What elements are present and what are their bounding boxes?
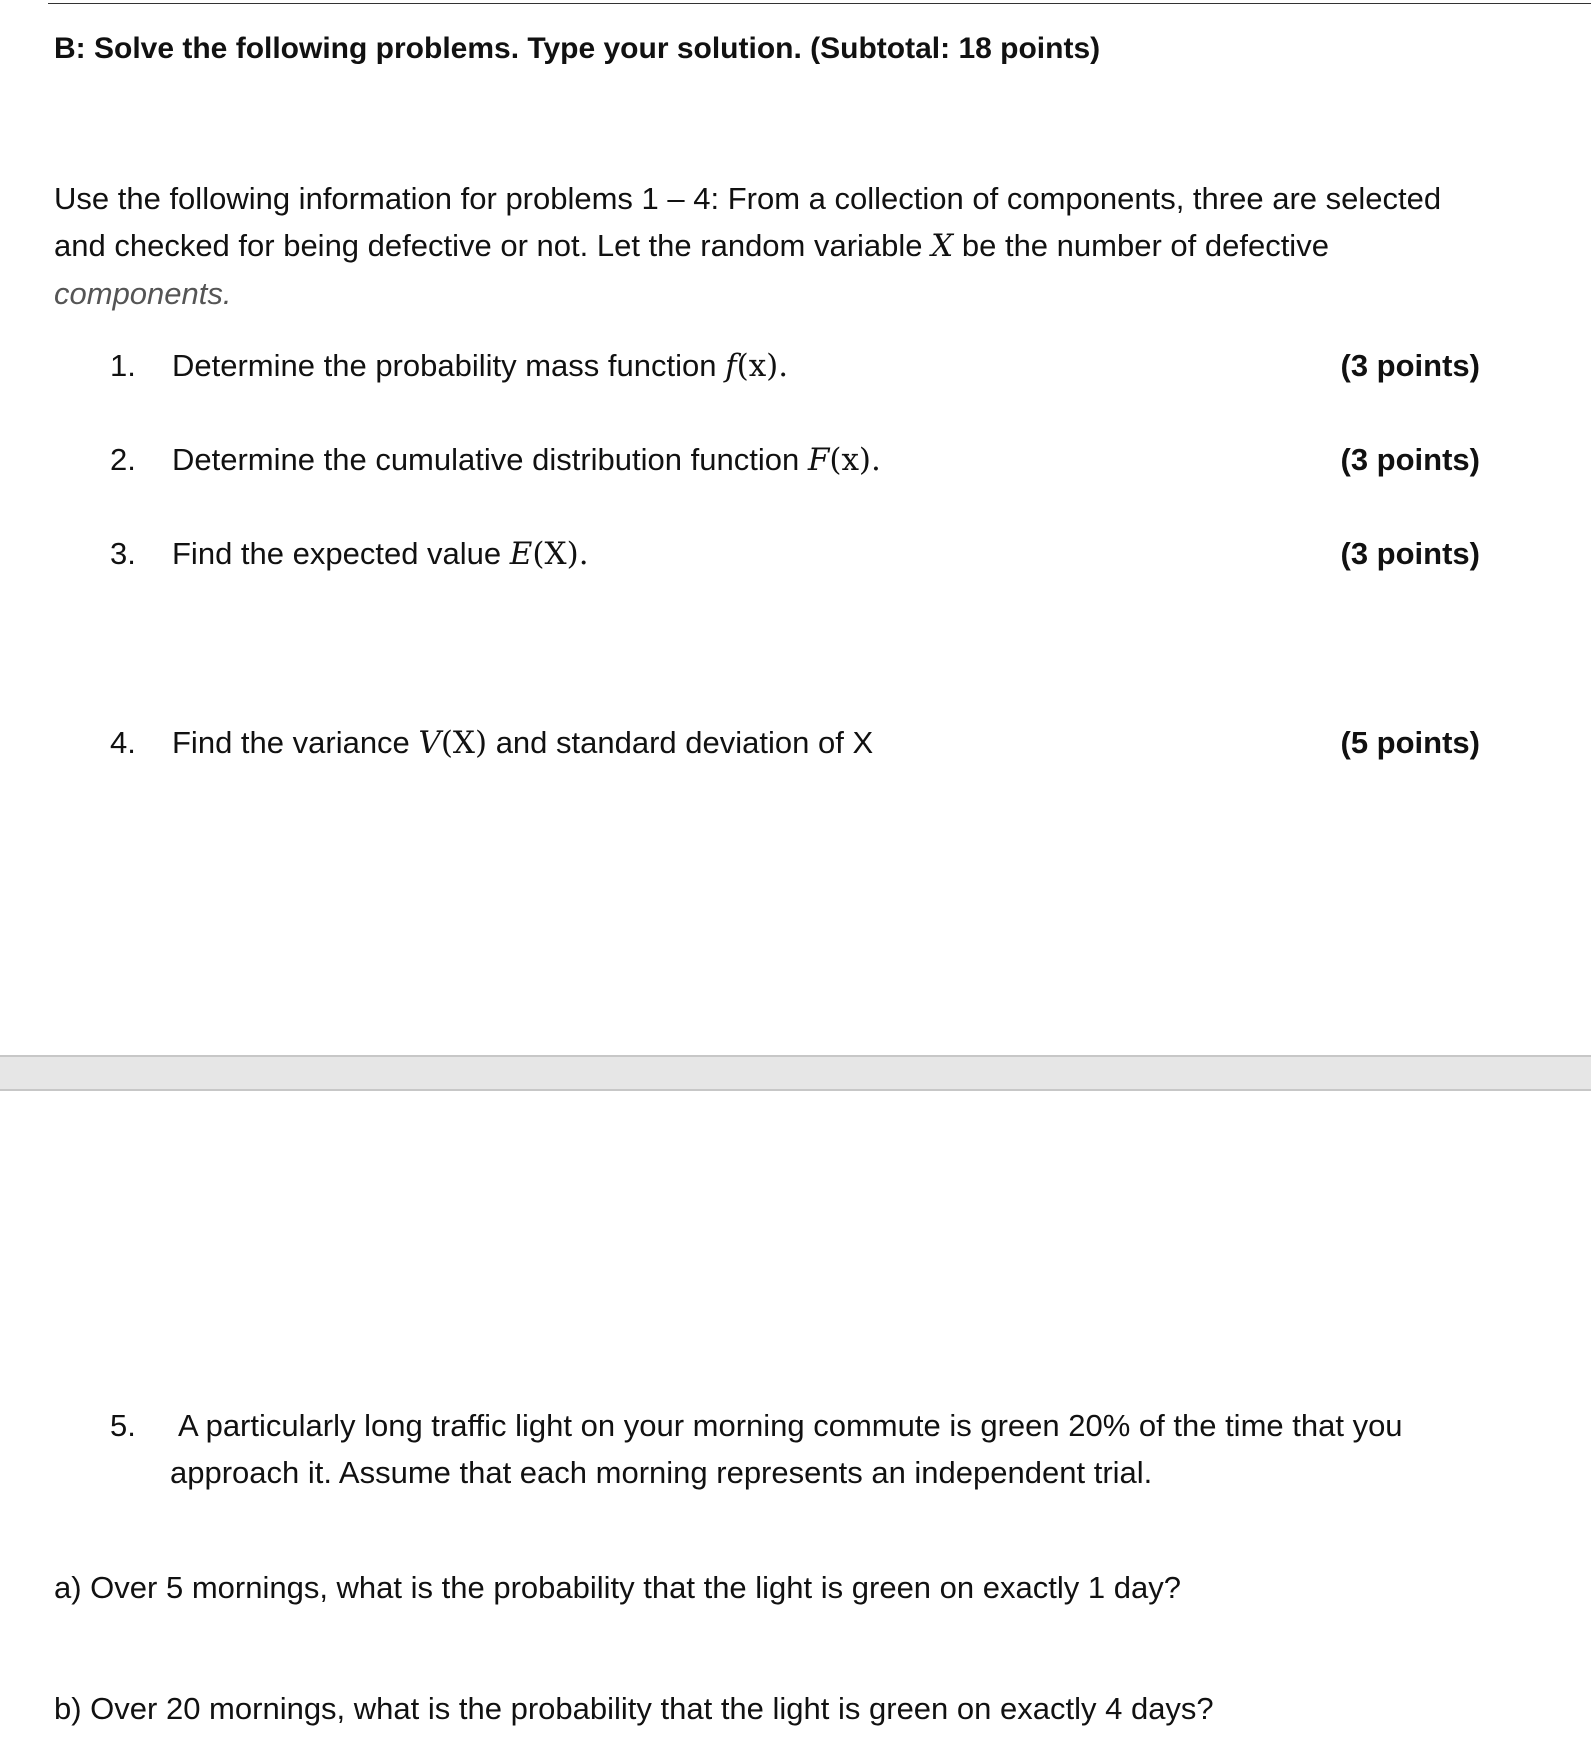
intro-line-3: components. — [54, 276, 232, 311]
problem-3-text-suffix: . — [578, 536, 589, 572]
problem-4-number: 4. — [110, 725, 136, 760]
problem-4-math-func: V — [418, 725, 441, 761]
problem-5-number: 5. — [110, 1408, 136, 1443]
problem-5-line-2: approach it. Assume that each morning represents an independent trial. — [170, 1455, 1153, 1490]
intro-line-2 — [54, 222, 1554, 270]
problem-2-math-func: F — [807, 442, 830, 478]
problem-2-math-arg: (x) — [829, 442, 872, 478]
problem-1-points: (3 points) — [1340, 348, 1480, 383]
problem-1-math-arg: (x) — [736, 348, 779, 384]
problem-4-text-prefix: Find the variance — [172, 725, 419, 760]
problem-3-number: 3. — [110, 536, 136, 571]
problem-5 — [110, 1402, 1550, 1496]
section-heading: B: Solve the following problems. Type your solution. (Subtotal: 18 points) — [54, 32, 1101, 65]
problem-2-text — [172, 442, 881, 478]
problem-1-text-suffix: . — [778, 348, 789, 384]
problem-5-text — [170, 1402, 1550, 1496]
problem-2-number: 2. — [110, 442, 136, 477]
problem-3-math-func: E — [509, 536, 533, 572]
problem-3-text — [172, 536, 589, 572]
subquestion-b: b) Over 20 mornings, what is the probability that the light is green on exactly 4 days? — [54, 1691, 1214, 1726]
problem-4-math-arg: (X) — [440, 725, 488, 761]
problem-2-text-prefix: Determine the cumulative distribution function — [172, 442, 808, 477]
problem-1-number: 1. — [110, 348, 136, 383]
problem-4-text — [172, 725, 873, 761]
problem-3-math-arg: (X) — [532, 536, 579, 572]
problem-4-text-suffix: and standard deviation of X — [487, 725, 874, 760]
problem-1-text — [172, 348, 788, 384]
problem-1-text-prefix: Determine the probability mass function — [172, 348, 726, 383]
page-break — [0, 1055, 1591, 1091]
problem-1-math-func: f — [725, 348, 737, 384]
problem-3-text-prefix: Find the expected value — [172, 536, 510, 571]
problem-5-line-1: A particularly long traffic light on your morning commute is green 20% of the time that you — [178, 1408, 1403, 1443]
problem-3-points: (3 points) — [1340, 536, 1480, 571]
intro-paragraph — [54, 175, 1554, 317]
problem-2-text-suffix: . — [871, 442, 881, 478]
intro-line-2-suffix: be the number of defective — [953, 228, 1329, 263]
intro-variable-x: X — [931, 228, 954, 264]
intro-line-1: Use the following information for problems 1 – 4: From a collection of components, three are selected — [54, 181, 1442, 216]
subquestion-a: a) Over 5 mornings, what is the probability that the light is green on exactly 1 day? — [54, 1570, 1181, 1605]
intro-line-2-prefix: and checked for being defective or not. Let the random variable — [54, 228, 932, 263]
problem-4-points: (5 points) — [1340, 725, 1480, 760]
page-top-rule — [48, 3, 1591, 4]
problem-2-points: (3 points) — [1340, 442, 1480, 477]
